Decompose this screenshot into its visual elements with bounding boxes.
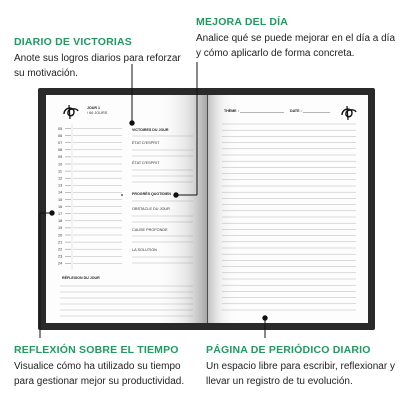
hour-label: 09 [58, 155, 63, 160]
reflexion-heading: RÉFLEXION DU JOUR [62, 276, 100, 280]
victoires-heading: VICTOIRES DU JOUR [132, 128, 169, 132]
theme-label: THÈME : [224, 109, 239, 113]
hour-label: 18 [58, 219, 63, 224]
day-subtitle: / 66 JOURS [87, 111, 108, 115]
hour-label: 06 [58, 133, 63, 138]
hour-label: 13 [58, 183, 63, 188]
hour-label: 08 [58, 148, 63, 153]
date-label: DATE : [290, 109, 302, 113]
hour-label: 16 [58, 204, 63, 209]
hour-label: 11 [58, 169, 62, 174]
etat-label-1: ÉTAT D'ESPRIT [132, 141, 160, 145]
obstacle-label: OBSTACLE DU JOUR [132, 207, 170, 211]
hour-label: 10 [58, 162, 63, 167]
hour-label: 20 [58, 233, 63, 238]
callout-title: PÁGINA DE PERIÓDICO DIARIO [206, 344, 371, 356]
hour-label: 07 [58, 141, 63, 145]
hour-label: 21 [58, 240, 63, 245]
hour-label: 12 [58, 176, 63, 181]
cause-label: CAUSE PROFONDE [132, 228, 168, 232]
callout-text: Visualice cómo ha utilizado su tiempo para gestionar mejor su productividad. [14, 361, 185, 387]
hour-label: 24 [58, 261, 63, 266]
progres-heading: PROGRÈS QUOTIDIEN [132, 192, 171, 196]
hour-label: 05 [58, 126, 63, 131]
etat-label-2: ÉTAT D'ESPRIT [132, 161, 160, 165]
callout-title: MEJORA DEL DÍA [196, 16, 289, 28]
callout-text: Analice qué se puede mejorar en el día a día y cómo aplicarlo de forma concreta. [196, 33, 396, 59]
hour-label: 14 [58, 190, 63, 195]
solution-label: LA SOLUTION [132, 248, 157, 252]
callout-text: Anote sus logros diarios para reforzar su motivación. [14, 53, 181, 79]
callout-title: DIARIO DE VICTORIAS [14, 36, 132, 48]
hour-label: 17 [58, 212, 63, 216]
hour-label: 23 [58, 254, 63, 259]
callout-text: Un espacio libre para escribir, reflexionar y llevar un registro de tu evolución. [206, 361, 395, 387]
callout-title: REFLEXIÓN SOBRE EL TIEMPO [14, 344, 179, 356]
hour-label: 22 [58, 247, 63, 252]
hour-label: 19 [58, 226, 63, 231]
day-title: JOUR 1 [87, 106, 100, 110]
hour-label: 15 [58, 197, 63, 202]
